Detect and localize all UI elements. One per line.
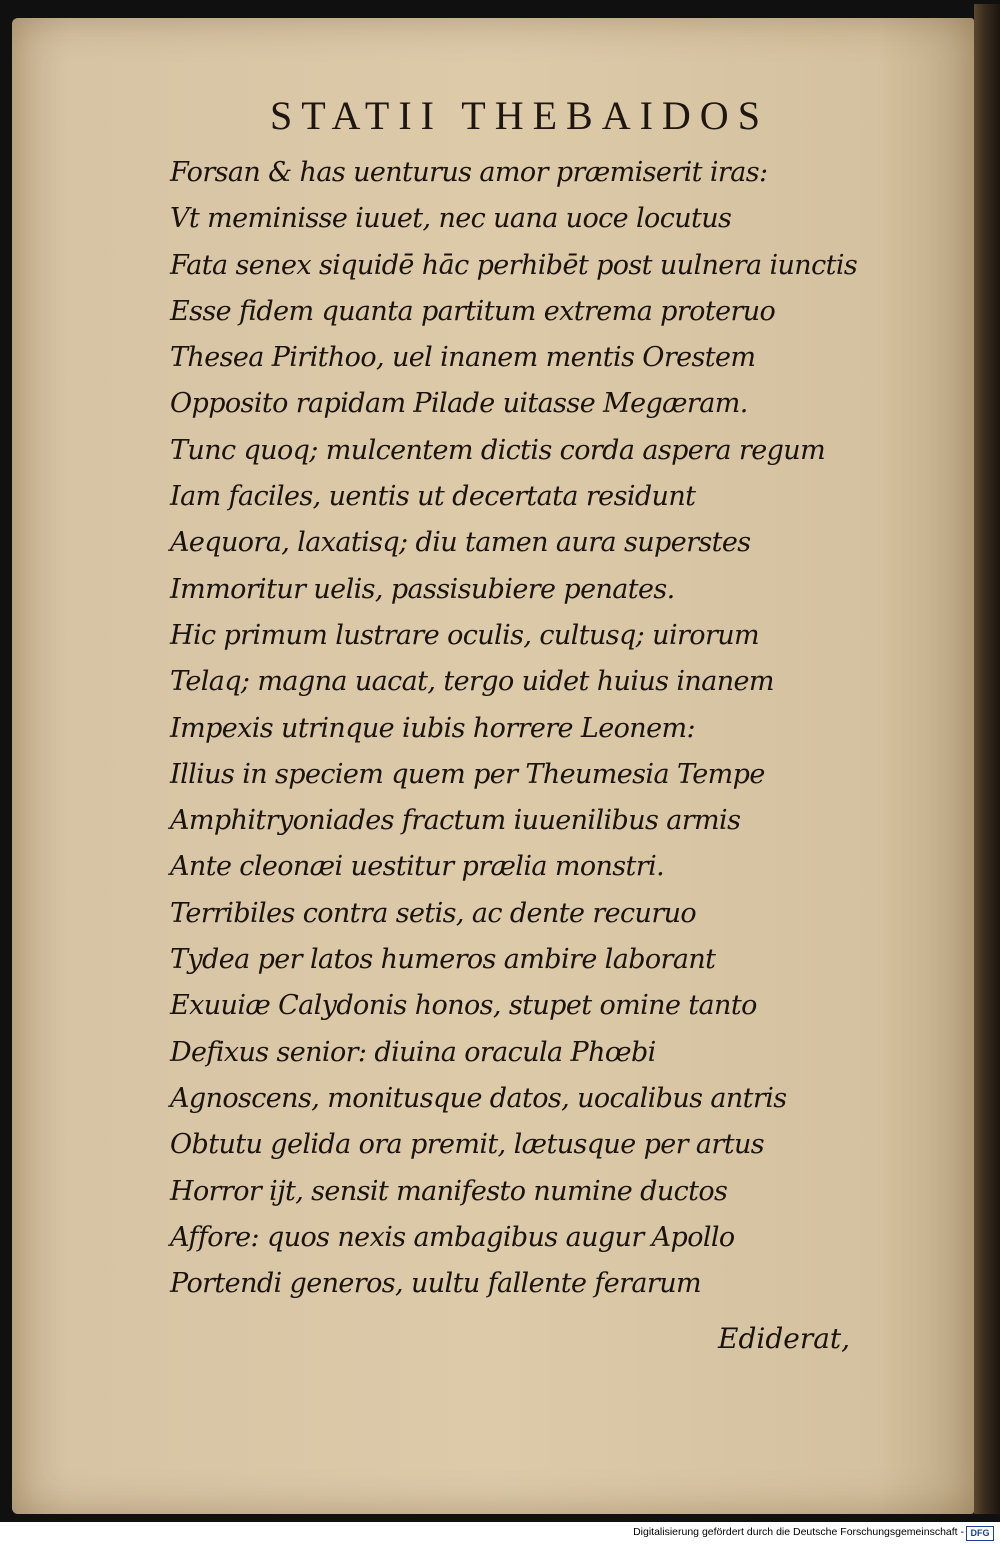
verse-line: Fata senex siquidē hāc perhibēt post uulnera iunctis xyxy=(170,249,858,281)
verse-line: Iam faciles, uentis ut decertata residunt xyxy=(170,481,696,513)
verse-line: Impexis utrinque iubis horrere Leonem: xyxy=(170,712,695,744)
verse-line: Immoritur uelis, passisubiere penates. xyxy=(170,573,675,605)
dfg-logo-icon: DFG xyxy=(966,1526,994,1541)
running-title: STATII THEBAIDOS xyxy=(270,93,769,138)
verse-line: Affore: quos nexis ambagibus augur Apollo xyxy=(170,1221,735,1253)
verse-line: Hic primum lustrare oculis, cultusq; uirorum xyxy=(170,619,760,651)
verse-line: Forsan & has uenturus amor præmiserit iras: xyxy=(170,157,768,188)
book-page-edges xyxy=(974,4,1000,1514)
catchword: Ediderat, xyxy=(718,1322,851,1355)
verse-line: Esse fidem quanta partitum extrema proteruo xyxy=(170,295,776,327)
verse-line: Obtutu gelida ora premit, lætusque per artus xyxy=(170,1129,765,1161)
verse-line: Thesea Pirithoo, uel inanem mentis Orestem xyxy=(170,342,756,374)
verse-line: Terribiles contra setis, ac dente recuruo xyxy=(170,897,697,929)
verse-line: Tydea per latos humeros ambire laborant xyxy=(170,944,716,976)
verse-line: Exuuiæ Calydonis honos, stupet omine tanto xyxy=(170,990,757,1022)
verse-line: Aequora, laxatisq; diu tamen aura superstes xyxy=(170,527,751,559)
verse-line: Agnoscens, monitusque datos, uocalibus antris xyxy=(170,1082,787,1114)
verse-line: Horror ijt, sensit manifesto numine ductos xyxy=(170,1175,728,1207)
verse-line: Tunc quoq; mulcentem dictis corda aspera regum xyxy=(170,434,826,466)
verse-line: Portendi generos, uultu fallente ferarum xyxy=(170,1268,702,1300)
verse-line: Illius in speciem quem per Theumesia Tempe xyxy=(170,758,765,790)
funding-credit: Digitalisierung gefördert durch die Deutsche Forschungsgemeinschaft - xyxy=(633,1526,964,1538)
verse-line: Telaq; magna uacat, tergo uidet huius inanem xyxy=(170,666,774,698)
verse-block xyxy=(170,150,910,1307)
verse-line: Amphitryoniades fractum iuuenilibus armis xyxy=(170,805,741,837)
verse-line: Defixus senior: diuina oracula Phœbi xyxy=(170,1036,656,1068)
verse-line: Opposito rapidam Pilade uitasse Megæram. xyxy=(170,388,748,420)
verse-line: Ante cleonæi uestitur prælia monstri. xyxy=(170,851,665,883)
footer-bar xyxy=(0,1522,1000,1544)
verse-line: Vt meminisse iuuet, nec uana uoce locutus xyxy=(170,203,732,235)
